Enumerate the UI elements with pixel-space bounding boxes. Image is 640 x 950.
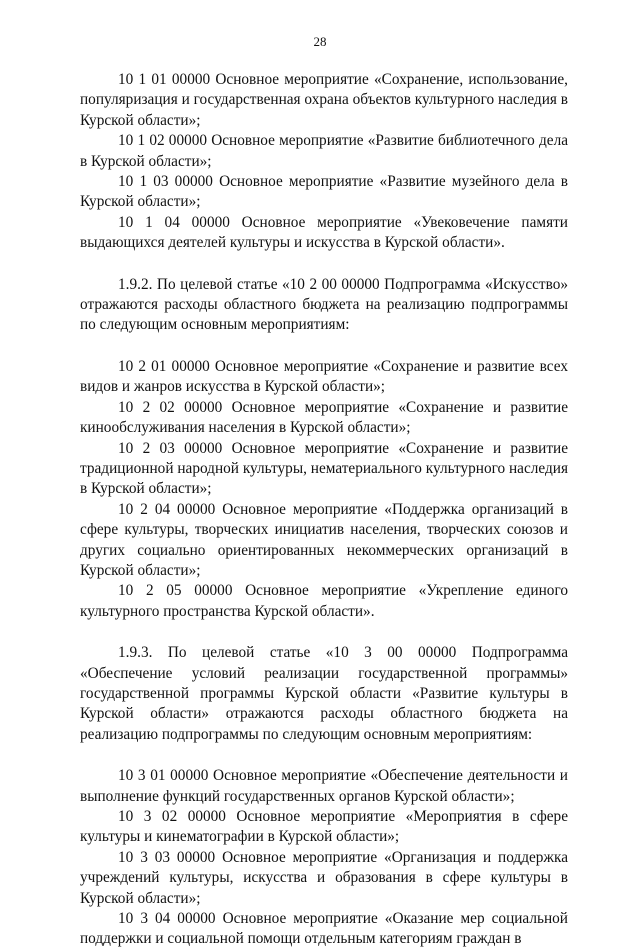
section-spacer [80,622,568,643]
list-item: 10 1 04 00000 Основное мероприятие «Увековечение памяти выдающихся деятелей культуры и искусства в Курской области». [80,213,568,252]
list-item: 10 2 03 00000 Основное мероприятие «Сохранение и развитие традиционной народной культуры, нематериального культурного наследия в Курской области»; [80,439,568,498]
list-item: 10 2 01 00000 Основное мероприятие «Сохранение и развитие всех видов и жанров искусства в Курской области»; [80,357,568,396]
document-body [80,70,568,950]
section-heading-paragraph: 1.9.3. По целевой статье «10 3 00 00000 Подпрограмма «Обеспечение условий реализации государственной программы» государственной программы Курской области «Развитие культуры в Курской области» отражаются расходы областного бюджета на реализацию подпрограммы по следующим основным мероприятиям: [80,644,568,743]
section-spacer [80,336,568,357]
list-item: 10 3 01 00000 Основное мероприятие «Обеспечение деятельности и выполнение функций государственных органов Курской области»; [80,767,568,805]
list-item: 10 3 03 00000 Основное мероприятие «Организация и поддержка учреждений культуры, искусства и образования в сфере культуры в Курской области»; [80,848,568,907]
list-item: 10 3 04 00000 Основное мероприятие «Оказание мер социальной поддержки и социальной помощи отдельным категориям граждан в [80,910,568,948]
list-item: 10 2 05 00000 Основное мероприятие «Укрепление единого культурного пространства Курской области». [80,582,568,620]
list-item: 10 1 02 00000 Основное мероприятие «Развитие библиотечного дела в Курской области»; [80,132,568,170]
list-item: 10 1 03 00000 Основное мероприятие «Развитие музейного дела в Курской области»; [80,173,568,211]
list-item: 10 2 04 00000 Основное мероприятие «Поддержка организаций в сфере культуры, творческих инициатив населения, творческих союзов и других социально ориентированных некоммерческих организаций в Курской области»; [80,500,568,579]
section-heading-paragraph: 1.9.2. По целевой статье «10 2 00 00000 Подпрограмма «Искусство» отражаются расходы областного бюджета на реализацию подпрограммы по следующим основным мероприятиям: [80,275,568,334]
list-item: 10 3 02 00000 Основное мероприятие «Мероприятия в сфере культуры и кинематографии в Курской области»; [80,808,568,846]
list-item: 10 1 01 00000 Основное мероприятие «Сохранение, использование, популяризация и государственная охрана объектов культурного наследия в Курской области»; [80,71,568,129]
section-spacer [80,745,568,766]
section-spacer [80,254,568,275]
list-item: 10 2 02 00000 Основное мероприятие «Сохранение и развитие кинообслуживания населения в Курской области»; [80,398,568,437]
page-number: 28 [313,34,327,49]
